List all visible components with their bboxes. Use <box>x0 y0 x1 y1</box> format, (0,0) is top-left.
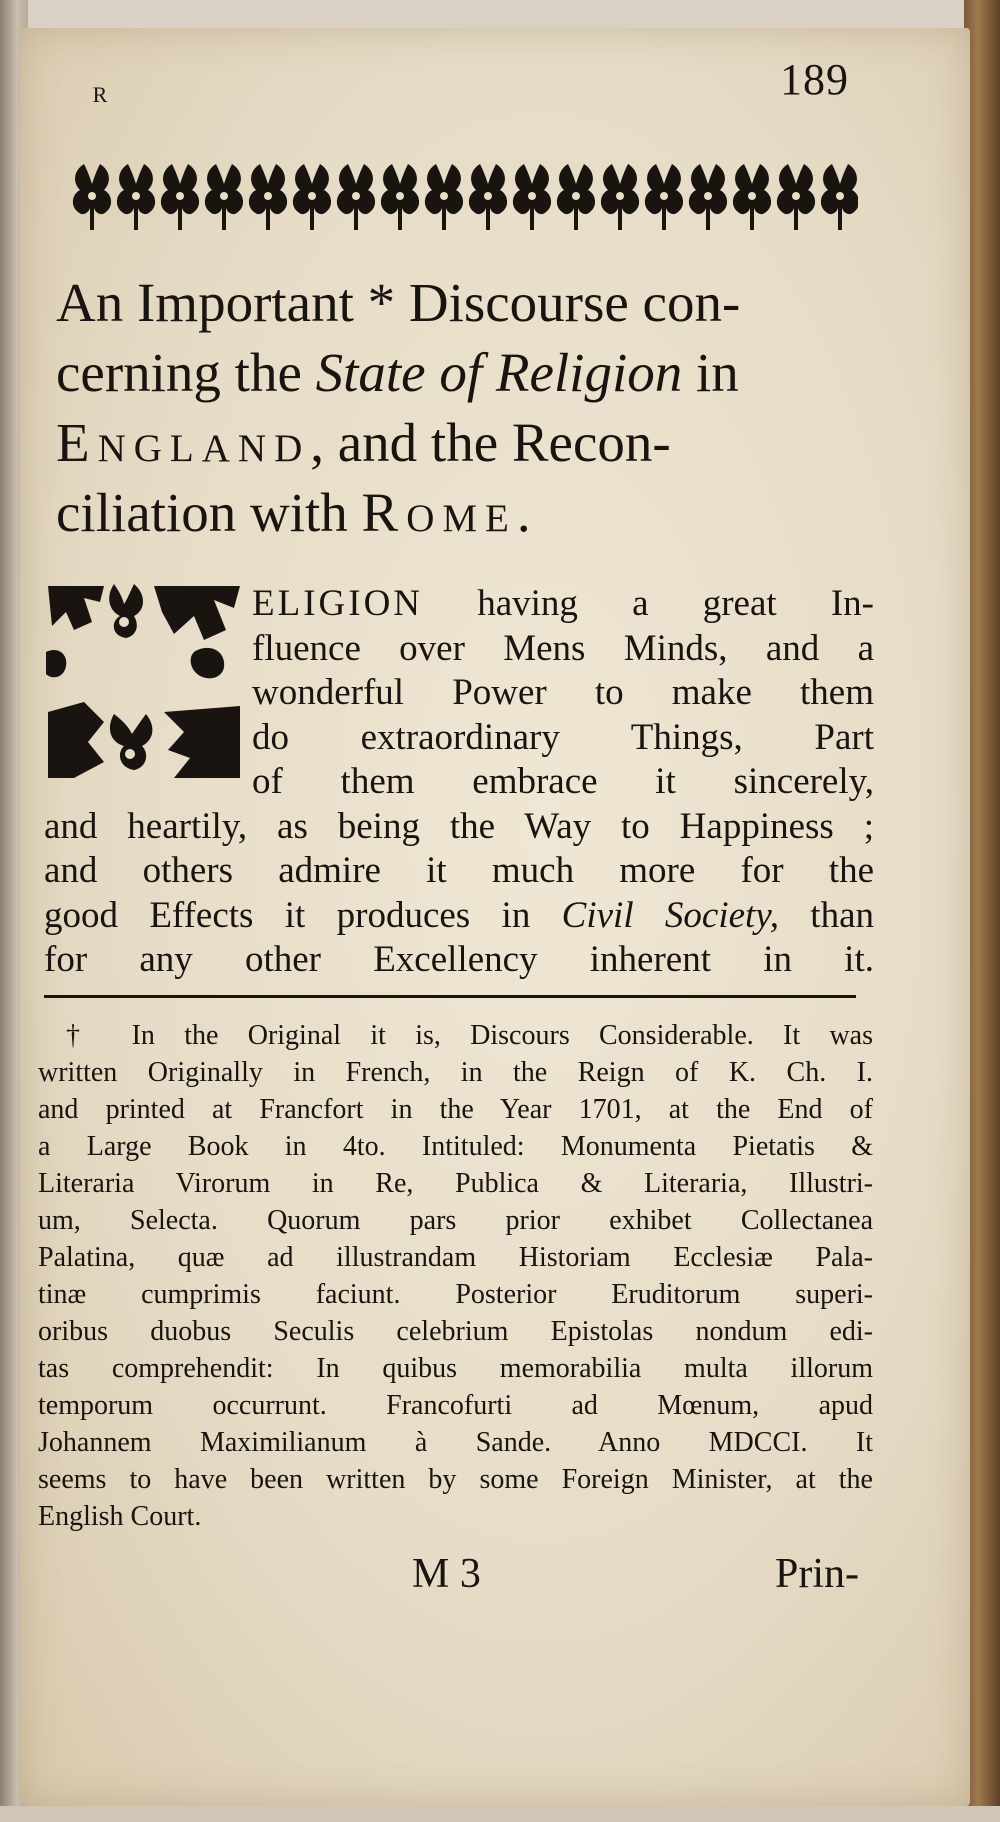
title-text: cerning the <box>56 342 302 403</box>
title-rome: Rome. <box>361 482 539 543</box>
title-line-4 <box>56 478 876 548</box>
footnote-rule <box>44 995 856 998</box>
footnote-line: written Originally in French, in the Reign of K. Ch. I. <box>38 1057 873 1088</box>
title-line-3 <box>56 408 876 478</box>
body-line: and others admire it much more for the <box>44 850 874 891</box>
dropcap-letter: R <box>92 82 108 107</box>
footnote-line: Johannem Maximilianum à Sande. Anno MDCCI. It <box>38 1427 873 1458</box>
body-line: wonderful Power to make them <box>252 672 874 713</box>
discourse-title <box>56 268 876 548</box>
title-line-1: An Important * Discourse con- <box>56 272 741 333</box>
body-paragraph <box>44 582 874 983</box>
footnote-line: English Court. <box>38 1501 202 1532</box>
body-line: for any other Excellency inherent in it. <box>44 939 874 980</box>
page-number: 189 <box>780 55 849 104</box>
footnote-line: a Large Book in 4to. Intituled: Monumenta Pietatis & <box>38 1131 873 1162</box>
footnote-line: Palatina, quæ ad illustrandam Historiam Ecclesiæ Pala- <box>38 1242 873 1273</box>
body-caps-word: ELIGION <box>252 583 424 624</box>
page-footer <box>40 1550 880 1610</box>
title-italic-text: State of Religion <box>315 342 683 403</box>
body-text: having a great In- <box>477 583 875 624</box>
fleuron-ornament-band <box>68 158 858 234</box>
footnote-line: tinæ cumprimis faciunt. Posterior Eruditorum superi- <box>38 1279 873 1310</box>
footnote-line: and printed at Francfort in the Year 1701, at the End of <box>38 1094 873 1125</box>
catchword: Prin- <box>775 1551 859 1597</box>
body-line: and heartily, as being the Way to Happiness ; <box>44 805 874 847</box>
body-text: than <box>810 894 874 936</box>
title-line-2 <box>56 338 876 408</box>
body-line <box>44 894 874 939</box>
body-text: good Effects it produces in <box>44 894 531 936</box>
body-line: fluence over Mens Minds, and a <box>252 627 874 669</box>
body-line: of them embrace it sincerely, <box>252 761 874 802</box>
title-text: ciliation with <box>56 482 348 543</box>
title-text: , and the Recon- <box>310 412 671 473</box>
footnote-line: temporum occurrunt. Francofurti ad Mœnum, apud <box>38 1390 873 1421</box>
footnote-line: oribus duobus Seculis celebrium Epistolas nondum edi- <box>38 1316 873 1347</box>
footnote-line: seems to have been written by some Foreign Minister, at the <box>38 1464 873 1495</box>
title-england: England <box>56 412 311 473</box>
footnote-line: † In the Original it is, Discours Considerable. It was <box>66 1020 873 1051</box>
footnote-line: tas comprehendit: In quibus memorabilia multa illorum <box>38 1353 873 1384</box>
book-bottom-edge <box>0 1806 1000 1822</box>
footnote-line: um, Selecta. Quorum pars prior exhibet Collectanea <box>38 1205 873 1236</box>
signature-mark: M 3 <box>412 1551 481 1597</box>
body-line <box>44 582 874 627</box>
title-text: in <box>695 342 739 403</box>
body-italic-text: Civil Society, <box>561 894 779 936</box>
body-line: do extraordinary Things, Part <box>252 716 874 758</box>
footnote <box>38 1017 873 1535</box>
footnote-line: Literaria Virorum in Re, Publica & Literaria, Illustri- <box>38 1168 873 1199</box>
